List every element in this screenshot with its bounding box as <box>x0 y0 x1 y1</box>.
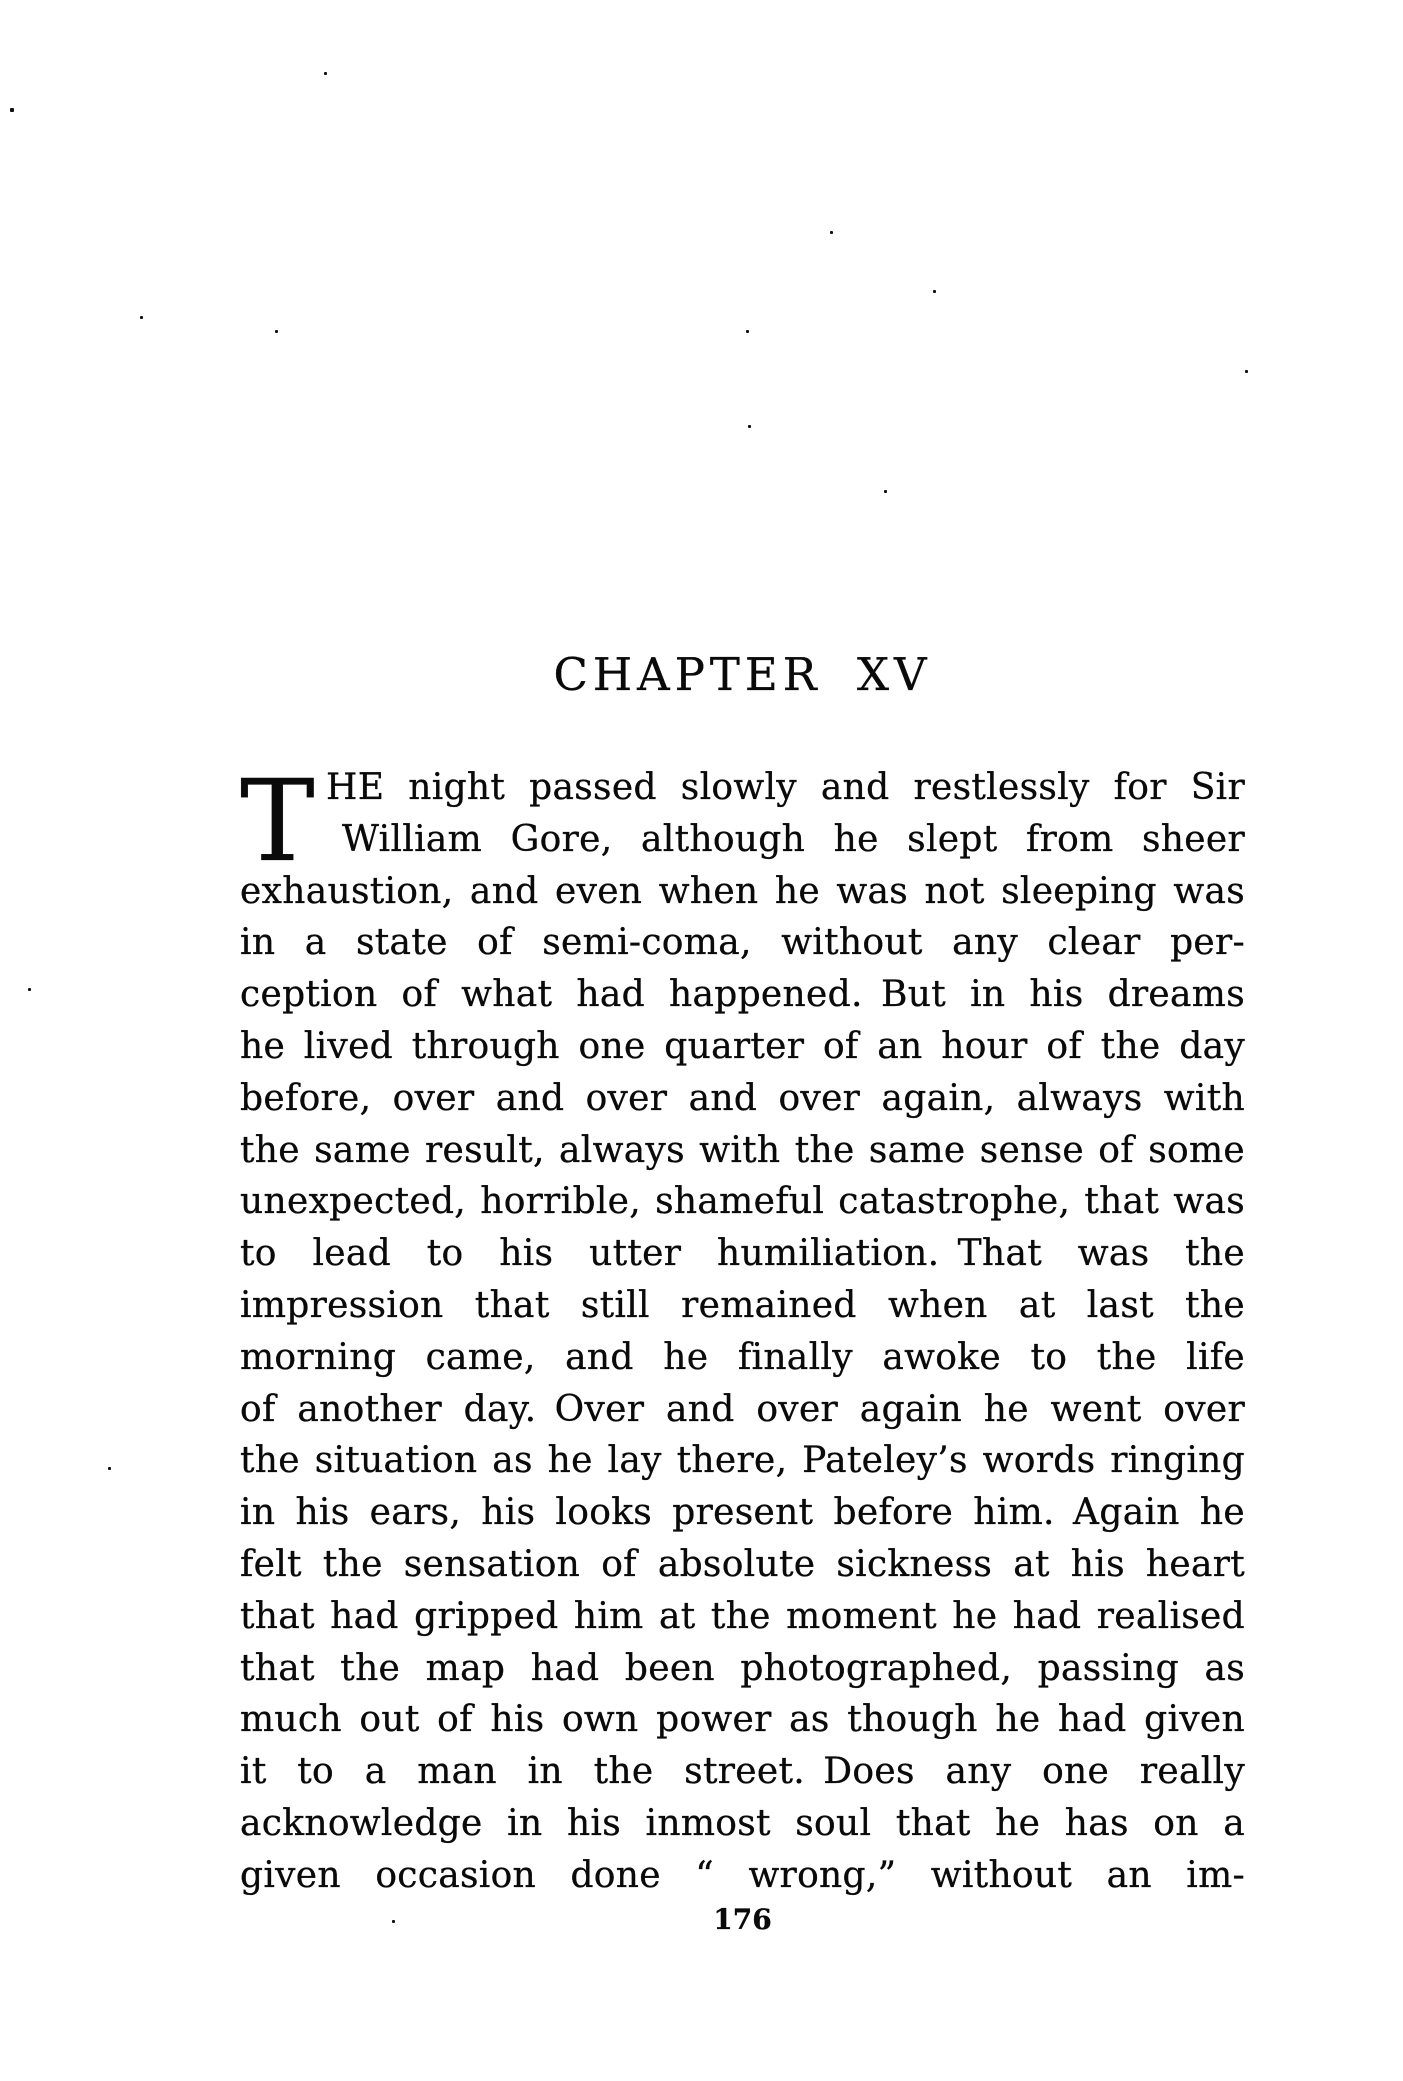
text-line: it to a man in the street. Does any one really <box>240 1751 1245 1793</box>
text-line: impression that still remained when at last the <box>240 1284 1245 1326</box>
text-line: before, over and over and over again, always with <box>240 1077 1245 1119</box>
body-text <box>240 757 1245 1902</box>
scan-speck <box>10 108 14 112</box>
text-line: HE night passed slowly and restlessly for Sir <box>326 767 1245 808</box>
scan-speck <box>28 988 31 991</box>
scan-speck <box>140 316 143 319</box>
text-line: to lead to his utter humiliation. That was the <box>240 1233 1245 1275</box>
text-line: William Gore, although he slept from sheer <box>342 818 1245 860</box>
text-line: in a state of semi-coma, without any clear per- <box>240 922 1245 964</box>
text-line: exhaustion, and even when he was not sleeping was <box>240 870 1245 912</box>
text-line: in his ears, his looks present before him. Again he <box>240 1492 1245 1534</box>
text-line: that the map had been photographed, passing as <box>240 1647 1245 1689</box>
text-line: the same result, always with the same sense of some <box>240 1129 1245 1171</box>
scan-speck <box>748 425 751 428</box>
page-number: 176 <box>713 1903 772 1936</box>
text-line: morning came, and he finally awoke to the life <box>240 1336 1245 1378</box>
text-line: given occasion done “ wrong,” without an im- <box>240 1854 1245 1896</box>
scan-speck <box>933 290 936 293</box>
text-line: much out of his own power as though he had given <box>240 1699 1245 1741</box>
text-line: ception of what had happened. But in his dreams <box>240 974 1245 1016</box>
scan-speck <box>830 231 833 234</box>
scan-speck <box>746 330 749 333</box>
text-line: of another day. Over and over again he went over <box>240 1388 1245 1430</box>
chapter-heading: CHAPTER XV <box>553 648 932 701</box>
text-line: unexpected, horrible, shameful catastrophe, that was <box>240 1181 1245 1223</box>
scan-speck <box>1245 370 1248 373</box>
text-line: that had gripped him at the moment he had realised <box>240 1595 1245 1637</box>
scan-speck <box>884 490 887 493</box>
drop-cap: T <box>240 757 315 887</box>
scan-speck <box>324 72 327 75</box>
scan-speck <box>275 330 278 333</box>
scan-speck <box>392 1920 395 1923</box>
text-line: he lived through one quarter of an hour of the day <box>240 1025 1245 1067</box>
text-line: the situation as he lay there, Pateley’s words ringing <box>240 1440 1245 1482</box>
text-line: felt the sensation of absolute sickness at his heart <box>240 1543 1245 1585</box>
scan-speck <box>108 1467 111 1470</box>
text-line: acknowledge in his inmost soul that he has on a <box>240 1802 1245 1844</box>
